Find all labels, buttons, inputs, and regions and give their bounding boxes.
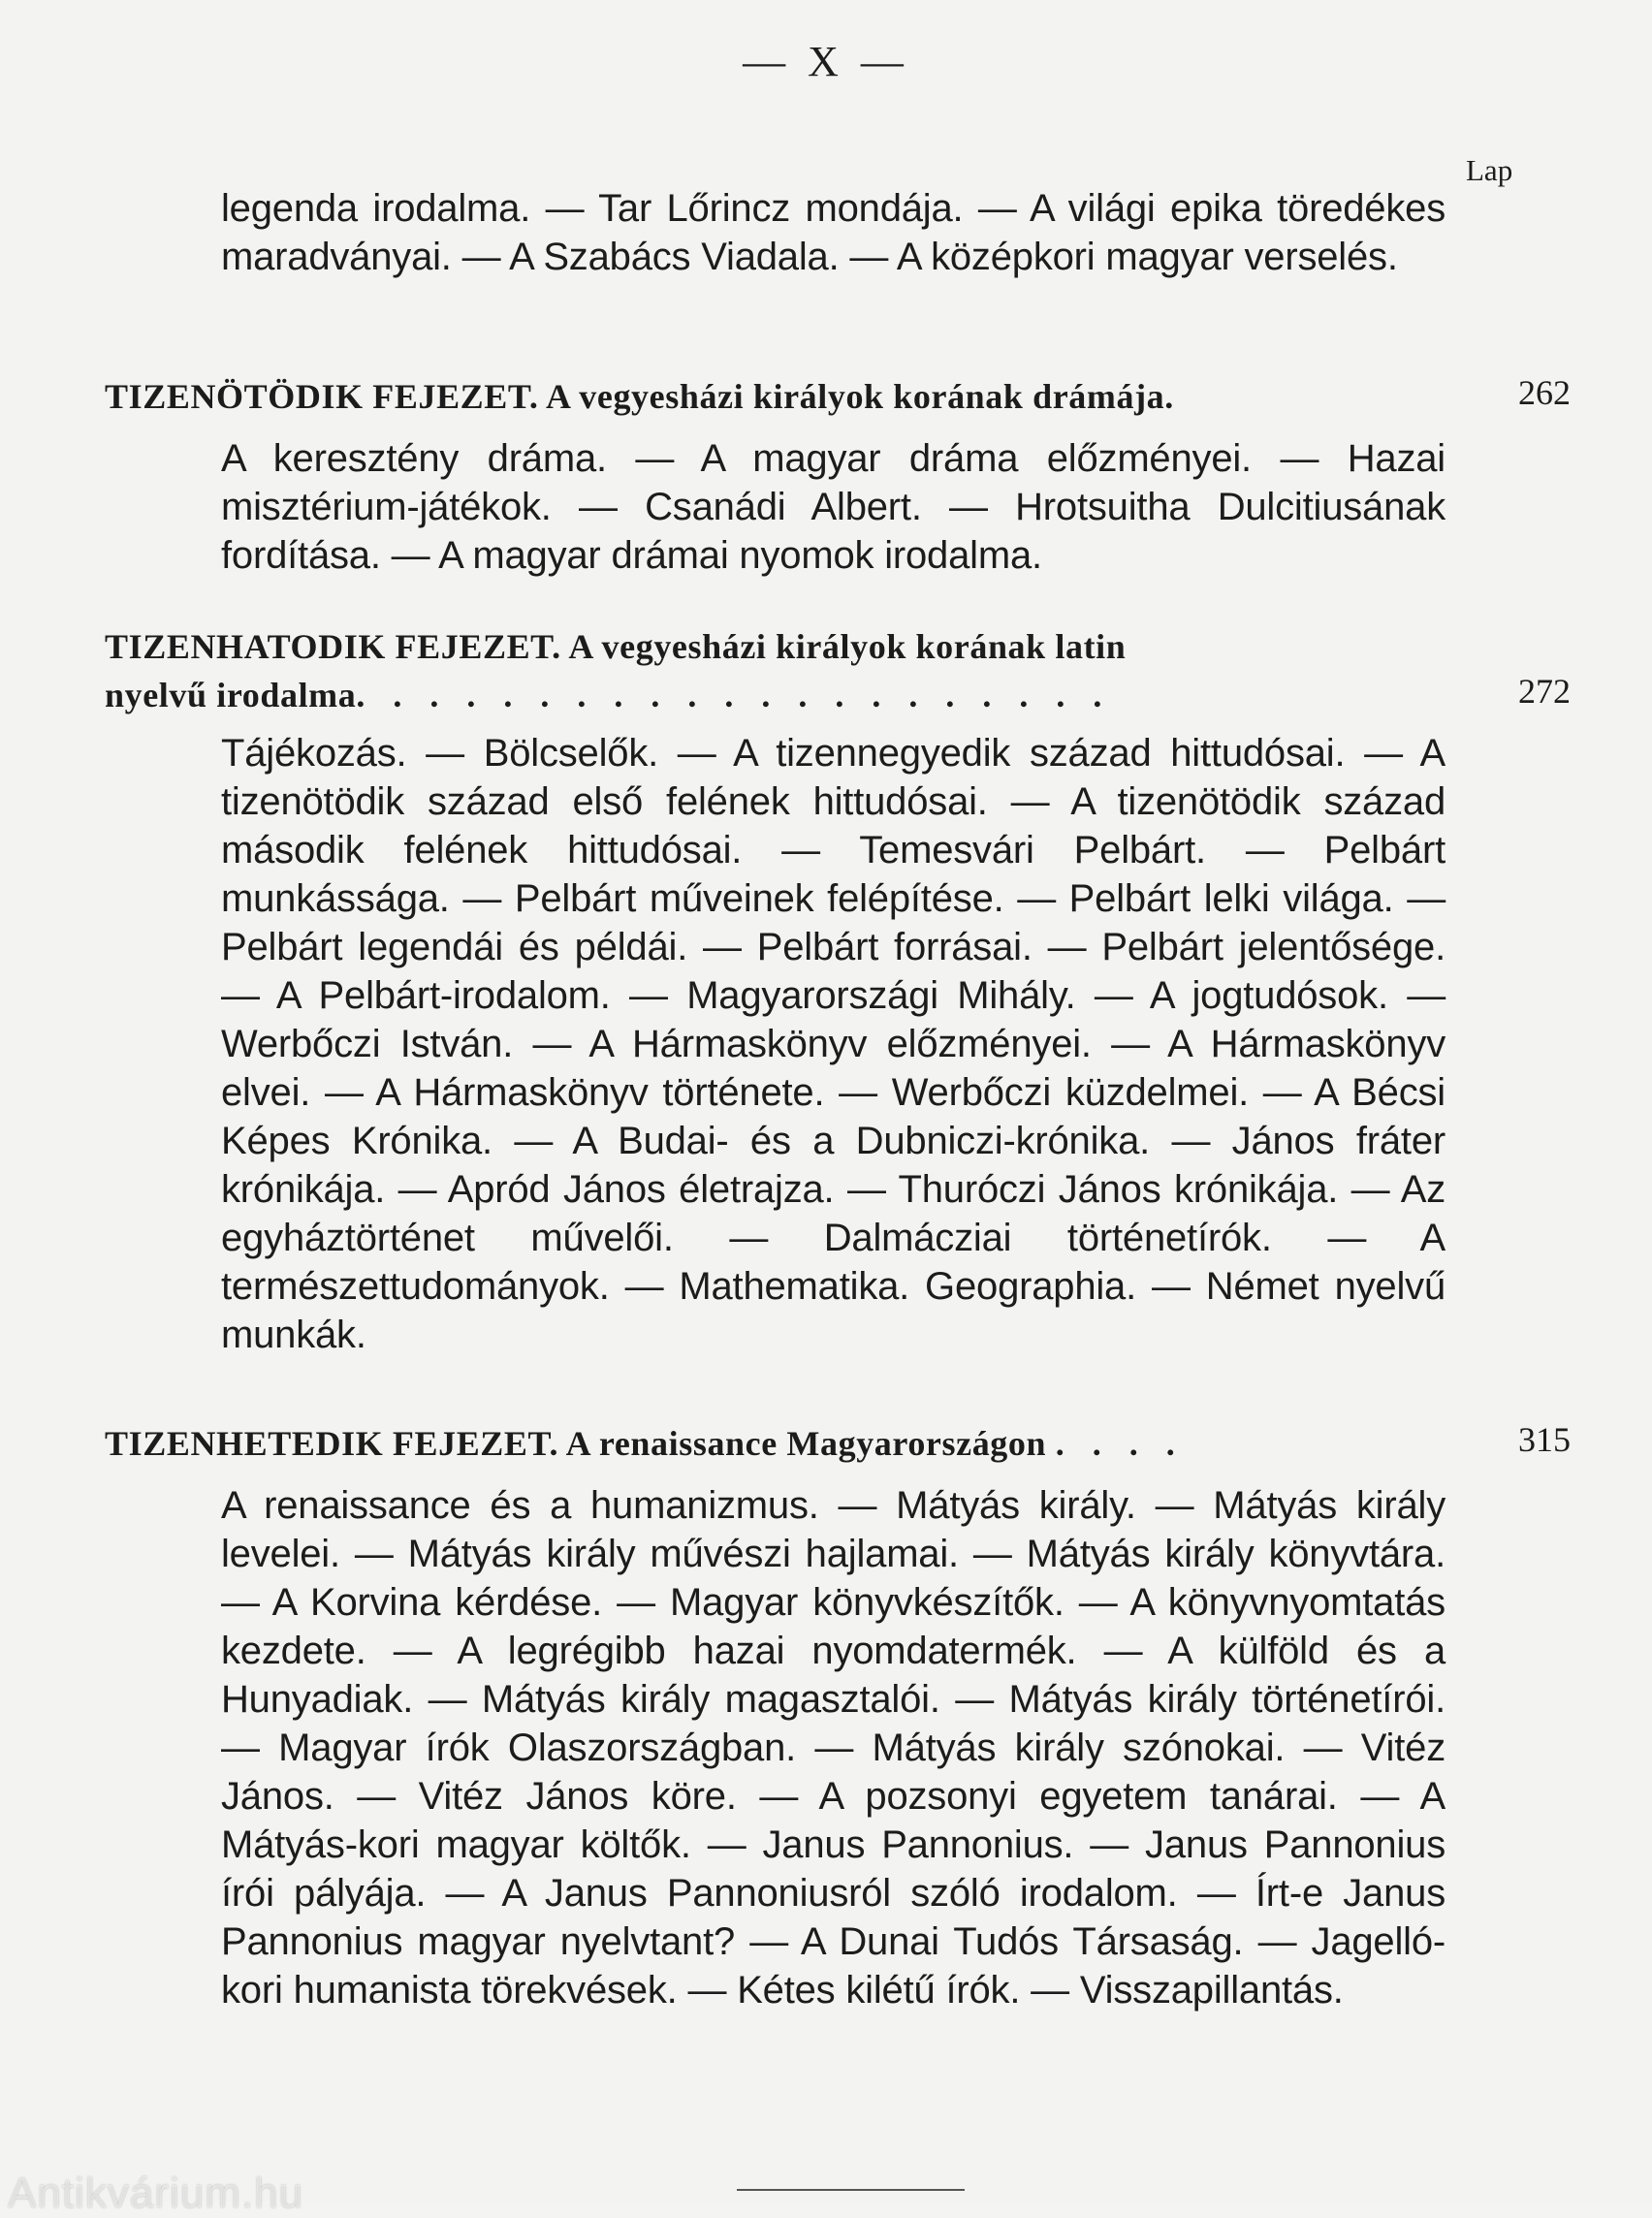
chapter-summary-17: A renaissance és a humanizmus. — Mátyás király. — Mátyás király levelei. — Mátyás király művészi hajlamai. — Mátyás király könyvtára. — A Korvina kérdése. — Magyar könyvkészítők. — A könyvnyomtatás kezdete. — A legrégibb hazai nyomdatermék. — A külföld és a Hunyadiak. — Mátyás király magasztalói. — Mátyás király történetírói. — Magyar írók Olaszországban. — Mátyás király szónokai. — Vitéz János. — Vitéz János köre. — A pozsonyi egyetem tanárai. — A Mátyás-kori magyar költők. — Janus Pannonius. — Janus Pannonius írói pályája. — A Janus Pannoniusról szóló irodalom. — Írt-e Janus Pannonius magyar nyelvtant? — A Dunai Tudós Társaság. — Jagelló-kori humanista törekvések. — Kétes kilétű írók. — Visszapillantás. [221, 1484, 1446, 2012]
chapter-heading-15 [105, 372, 1423, 421]
chapter-page-number: 315 [1518, 1420, 1571, 1459]
page-column-label: Lap [1466, 153, 1513, 187]
chapter-page-number: 272 [1518, 672, 1571, 711]
leader-dots: . . . . [1055, 1424, 1185, 1463]
chapter-heading-16 [105, 622, 1423, 719]
chapter-heading-17 [105, 1419, 1423, 1468]
chapter-page-number: 262 [1518, 373, 1571, 412]
leader-dots: . . . . . . . . . . . . . . . . . . . . . [356, 676, 1112, 714]
chapter-title-part: nyelvű irodalma [105, 676, 357, 714]
chapter-title: TIZENÖTÖDIK FEJEZET. A vegyesházi királyok korának drámája. [105, 377, 1174, 416]
chapter-title: TIZENHATODIK FEJEZET. A vegyesházi királyok korának latin [105, 627, 1127, 666]
chapter-summary-16: Tájékozás. — Bölcselők. — A tizennegyedik század hittudósai. — A tizenötödik század első felének hittudósai. — A tizenötödik század második felének hittudósai. — Temesvári Pelbárt. — Pelbárt munkássága. — Pelbárt műveinek felépítése. — Pelbárt lelki világa. — Pelbárt legendái és példái. — Pelbárt forrásai. — Pelbárt jelentősége. — A Pelbárt-irodalom. — Magyarországi Mihály. — A jogtudósok. — Werbőczi István. — A Hármaskönyv előzményei. — A Hármaskönyv elvei. — A Hármaskönyv története. — Werbőczi küzdelmei. — A Bécsi Képes Krónika. — A Budai- és a Dubniczi-krónika. — János fráter krónikája. — Apród János életrajza. — Thuróczi János krónikája. — Az egyháztörténet művelői. — Dalmácziai történetírók. — A természettudományok. — Mathematika. Geographia. — Német nyelvű munkák. [221, 732, 1446, 1356]
watermark: Antikvárium.hu [8, 2170, 304, 2217]
chapter-title: TIZENHETEDIK FEJEZET. A renaissance Magyarországon [105, 1424, 1047, 1463]
chapter-title-continued [105, 671, 1423, 719]
chapter-title-line [105, 1419, 1423, 1468]
end-rule [737, 2189, 965, 2191]
chapter-summary-15: A keresztény dráma. — A magyar dráma előzményei. — Hazai misztérium-játékok. — Csanádi Albert. — Hrotsuitha Dulcitiusának fordítása. — A magyar drámai nyomok irodalma. [221, 437, 1446, 577]
chapter-summary-continuation: legenda irodalma. — Tar Lőrincz mondája. — A világi epika töredékes maradványai. — A Szabács Viadala. — A középkori magyar verselés. [221, 187, 1446, 278]
page-number: — X — [743, 38, 909, 85]
